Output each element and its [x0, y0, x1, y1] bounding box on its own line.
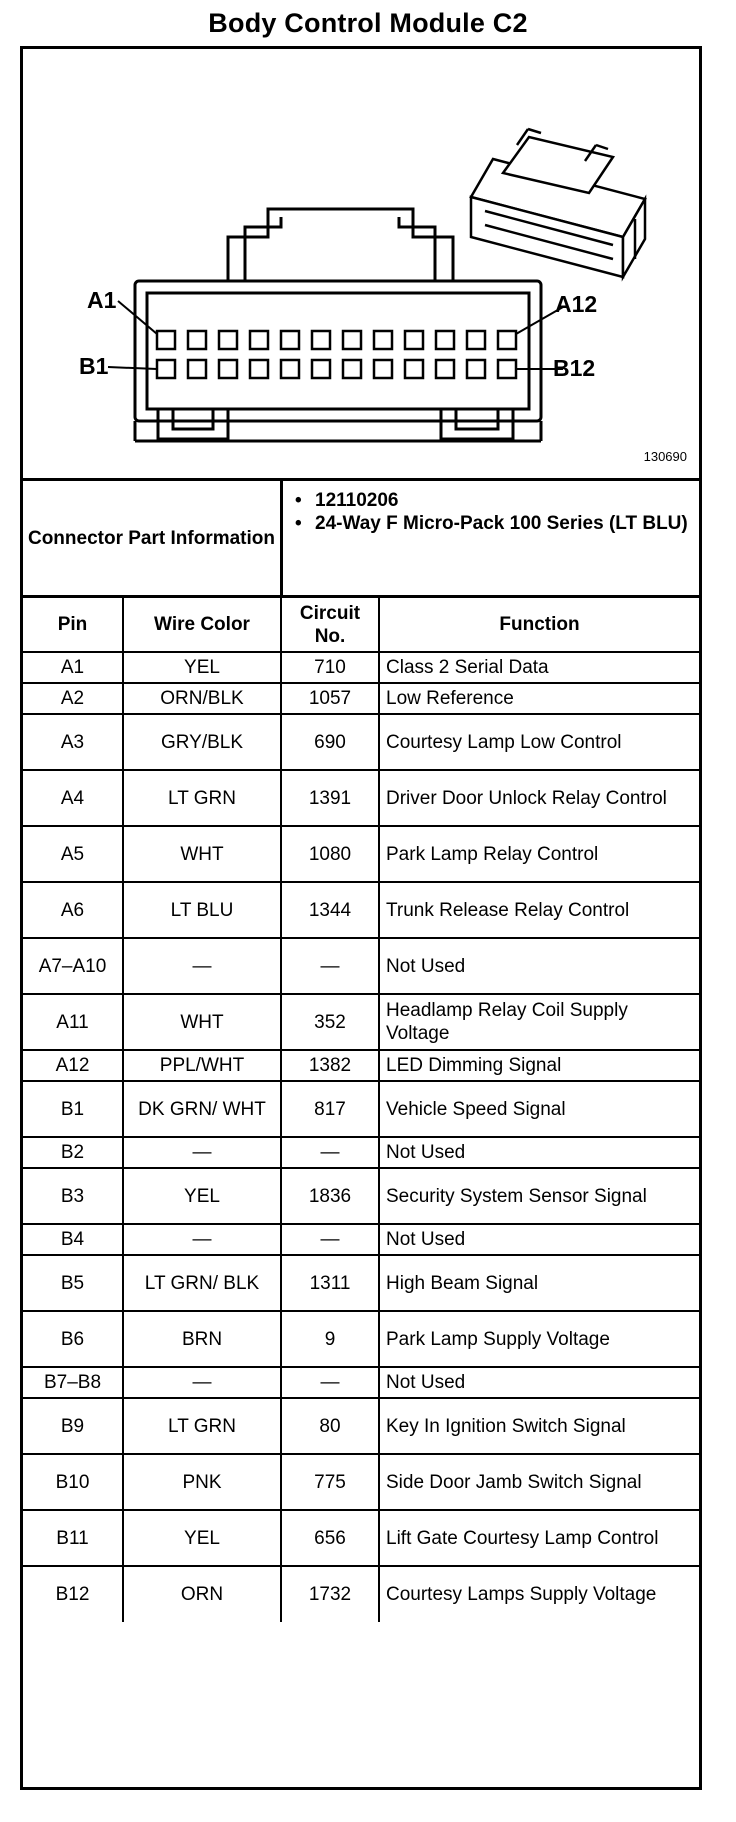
function-cell: Class 2 Serial Data	[379, 652, 699, 683]
function-cell: Low Reference	[379, 683, 699, 714]
table-row	[23, 826, 699, 882]
wire-color-cell: YEL	[123, 1510, 281, 1566]
part-number: • 12110206	[293, 489, 693, 512]
header-circuit-no: Circuit No.	[281, 598, 379, 652]
pin-cell: A2	[23, 683, 123, 714]
table-row	[23, 770, 699, 826]
pin-cell: B5	[23, 1255, 123, 1311]
connector-description: • 24-Way F Micro-Pack 100 Series (LT BLU)	[293, 512, 693, 535]
connector-part-info-label: Connector Part Information	[23, 481, 283, 595]
pinout-table	[23, 598, 699, 1622]
function-cell: Trunk Release Relay Control	[379, 882, 699, 938]
connector-diagram	[23, 49, 699, 481]
circuit-no-cell: —	[281, 938, 379, 994]
connector-3d-thumbnail	[471, 129, 645, 277]
circuit-no-cell: —	[281, 1367, 379, 1398]
table-header-row	[23, 598, 699, 652]
pin-cell: B11	[23, 1510, 123, 1566]
pin-cell: A7–A10	[23, 938, 123, 994]
pin-label-b12: B12	[553, 355, 596, 381]
wire-color-cell: LT GRN	[123, 770, 281, 826]
header-function: Function	[379, 598, 699, 652]
function-cell: Park Lamp Supply Voltage	[379, 1311, 699, 1367]
circuit-no-cell: 775	[281, 1454, 379, 1510]
circuit-no-cell: 1391	[281, 770, 379, 826]
pin-cell: A4	[23, 770, 123, 826]
wire-color-cell: LT BLU	[123, 882, 281, 938]
function-cell: Driver Door Unlock Relay Control	[379, 770, 699, 826]
circuit-no-cell: —	[281, 1224, 379, 1255]
pin-cell: A6	[23, 882, 123, 938]
circuit-no-cell: —	[281, 1137, 379, 1168]
wire-color-cell: LT GRN/ BLK	[123, 1255, 281, 1311]
circuit-no-cell: 1836	[281, 1168, 379, 1224]
function-cell: Key In Ignition Switch Signal	[379, 1398, 699, 1454]
table-row	[23, 652, 699, 683]
connector-part-info	[23, 481, 699, 598]
circuit-no-cell: 9	[281, 1311, 379, 1367]
circuit-no-cell: 1057	[281, 683, 379, 714]
circuit-no-cell: 1080	[281, 826, 379, 882]
table-row	[23, 1137, 699, 1168]
function-cell: Not Used	[379, 1367, 699, 1398]
circuit-no-cell: 1344	[281, 882, 379, 938]
function-cell: LED Dimming Signal	[379, 1050, 699, 1081]
pin-cell: A11	[23, 994, 123, 1050]
pin-cell: B7–B8	[23, 1367, 123, 1398]
table-row	[23, 1168, 699, 1224]
wire-color-cell: —	[123, 1367, 281, 1398]
table-row	[23, 1367, 699, 1398]
function-cell: Security System Sensor Signal	[379, 1168, 699, 1224]
wire-color-cell: BRN	[123, 1311, 281, 1367]
wire-color-cell: WHT	[123, 994, 281, 1050]
circuit-no-cell: 1311	[281, 1255, 379, 1311]
circuit-no-cell: 690	[281, 714, 379, 770]
table-row	[23, 938, 699, 994]
table-row	[23, 1510, 699, 1566]
table-row	[23, 994, 699, 1050]
pin-cell: A3	[23, 714, 123, 770]
wire-color-cell: ORN/BLK	[123, 683, 281, 714]
wire-color-cell: DK GRN/ WHT	[123, 1081, 281, 1137]
wire-color-cell: WHT	[123, 826, 281, 882]
wire-color-cell: ORN	[123, 1566, 281, 1622]
function-cell: Side Door Jamb Switch Signal	[379, 1454, 699, 1510]
table-body	[23, 652, 699, 1622]
table-row	[23, 1398, 699, 1454]
wire-color-cell: YEL	[123, 1168, 281, 1224]
function-cell: Vehicle Speed Signal	[379, 1081, 699, 1137]
table-row	[23, 1566, 699, 1622]
wire-color-cell: PNK	[123, 1454, 281, 1510]
table-row	[23, 1050, 699, 1081]
table-row	[23, 1081, 699, 1137]
pin-cell: B3	[23, 1168, 123, 1224]
pin-cell: B2	[23, 1137, 123, 1168]
table-row	[23, 1224, 699, 1255]
wire-color-cell: YEL	[123, 652, 281, 683]
function-cell: Not Used	[379, 1224, 699, 1255]
wire-color-cell: —	[123, 938, 281, 994]
pin-cavities	[157, 331, 516, 378]
pin-label-a12: A12	[555, 291, 598, 317]
pin-cell: B10	[23, 1454, 123, 1510]
function-cell: High Beam Signal	[379, 1255, 699, 1311]
pin-cell: A1	[23, 652, 123, 683]
function-cell: Lift Gate Courtesy Lamp Control	[379, 1510, 699, 1566]
function-cell: Courtesy Lamp Low Control	[379, 714, 699, 770]
pin-cell: A5	[23, 826, 123, 882]
table-row	[23, 882, 699, 938]
pin-cell: B12	[23, 1566, 123, 1622]
wire-color-cell: PPL/WHT	[123, 1050, 281, 1081]
circuit-no-cell: 1382	[281, 1050, 379, 1081]
circuit-no-cell: 710	[281, 652, 379, 683]
pin-cell: B6	[23, 1311, 123, 1367]
wire-color-cell: —	[123, 1137, 281, 1168]
pin-cell: B9	[23, 1398, 123, 1454]
pin-cell: A12	[23, 1050, 123, 1081]
connector-face-drawing	[23, 49, 699, 478]
pin-cell: B4	[23, 1224, 123, 1255]
circuit-no-cell: 1732	[281, 1566, 379, 1622]
page-title: Body Control Module C2	[208, 8, 528, 38]
function-cell: Headlamp Relay Coil Supply Voltage	[379, 994, 699, 1050]
circuit-no-cell: 656	[281, 1510, 379, 1566]
function-cell: Not Used	[379, 1137, 699, 1168]
connector-part-info-list	[293, 489, 693, 535]
table-row	[23, 714, 699, 770]
header-pin: Pin	[23, 598, 123, 652]
wire-color-cell: GRY/BLK	[123, 714, 281, 770]
table-row	[23, 1454, 699, 1510]
header-wire-color: Wire Color	[123, 598, 281, 652]
figure-code: 130690	[643, 449, 687, 464]
function-cell: Park Lamp Relay Control	[379, 826, 699, 882]
wire-color-cell: LT GRN	[123, 1398, 281, 1454]
pin-label-a1: A1	[87, 287, 117, 313]
table-row	[23, 1255, 699, 1311]
function-cell: Courtesy Lamps Supply Voltage	[379, 1566, 699, 1622]
function-cell: Not Used	[379, 938, 699, 994]
table-row	[23, 683, 699, 714]
pin-cell: B1	[23, 1081, 123, 1137]
circuit-no-cell: 80	[281, 1398, 379, 1454]
circuit-no-cell: 817	[281, 1081, 379, 1137]
table-row	[23, 1311, 699, 1367]
connector-sheet	[20, 46, 702, 1790]
circuit-no-cell: 352	[281, 994, 379, 1050]
pin-label-b1: B1	[79, 353, 109, 379]
wire-color-cell: —	[123, 1224, 281, 1255]
